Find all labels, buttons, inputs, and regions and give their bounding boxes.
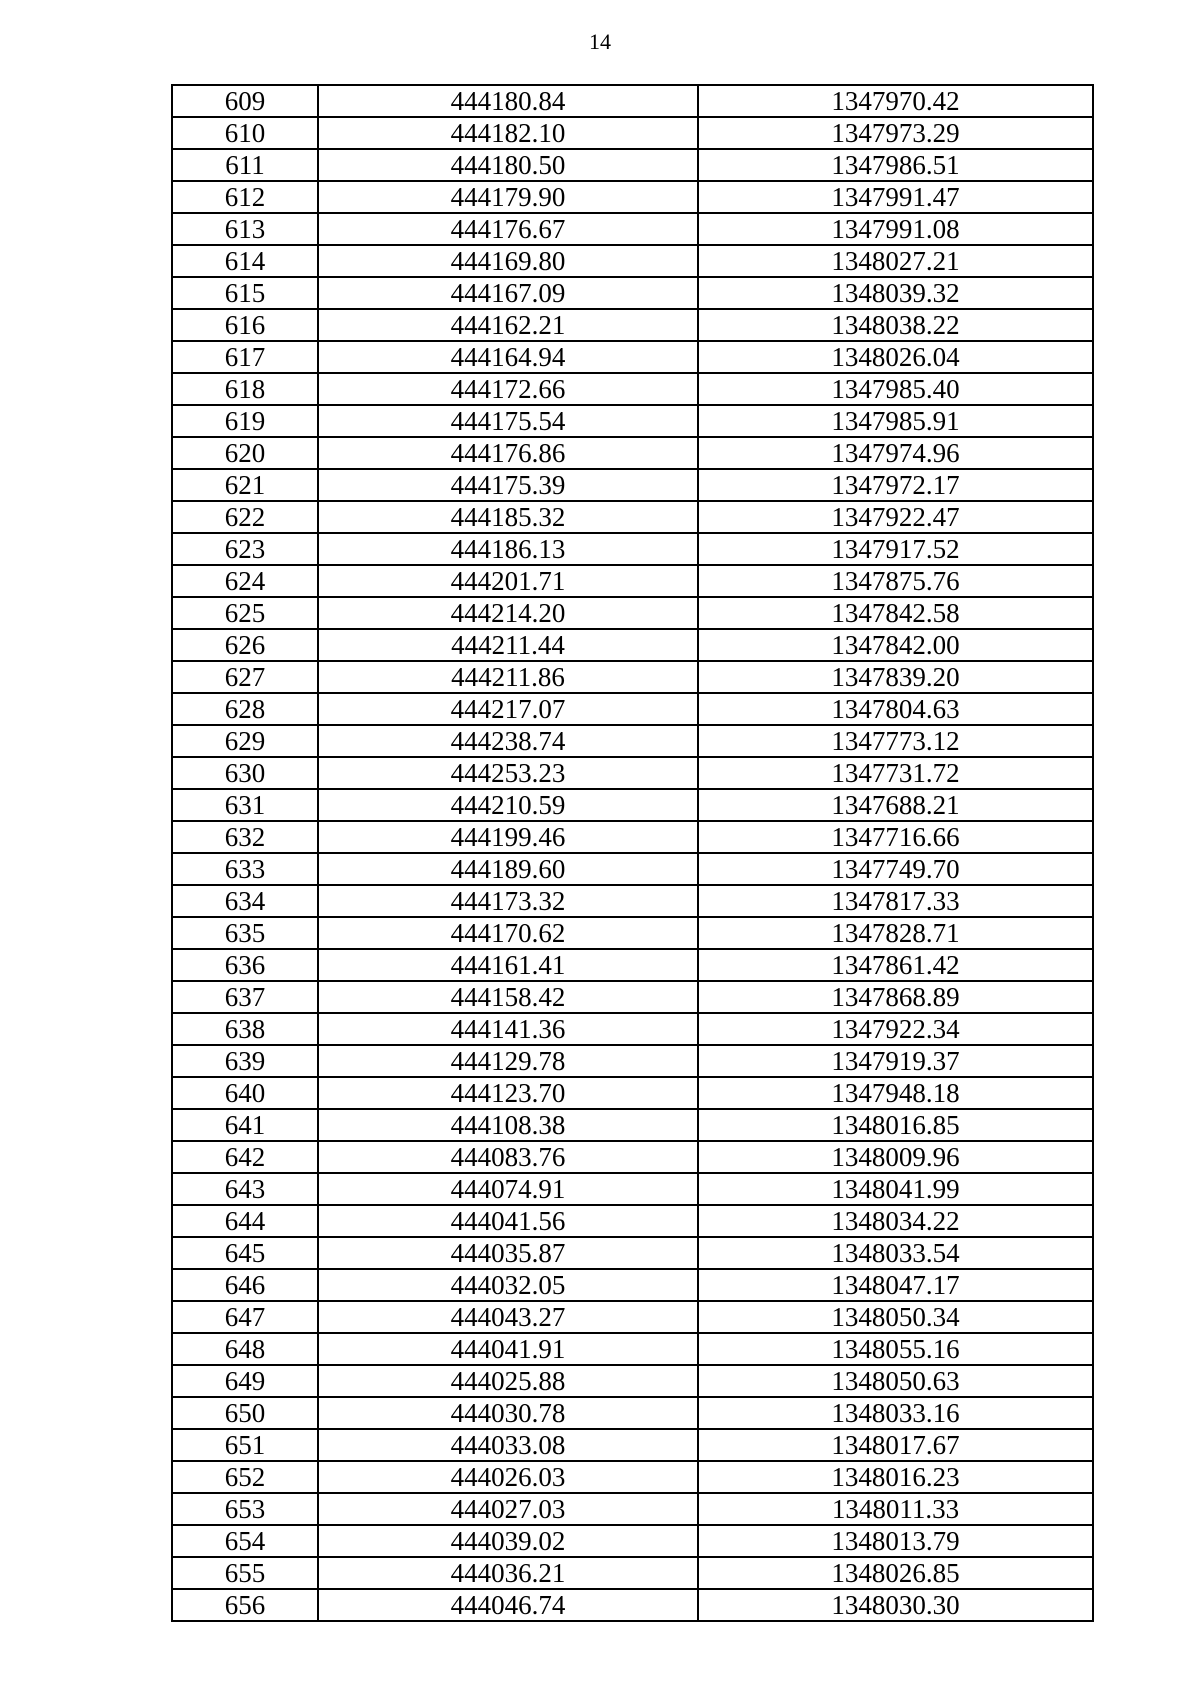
y-coordinate-cell: 1347828.71 (698, 917, 1093, 949)
table-row (172, 1397, 1093, 1429)
table-row (172, 981, 1093, 1013)
x-coordinate-cell: 444041.56 (318, 1205, 698, 1237)
x-coordinate-cell: 444026.03 (318, 1461, 698, 1493)
y-coordinate-cell: 1347804.63 (698, 693, 1093, 725)
x-coordinate-cell: 444238.74 (318, 725, 698, 757)
y-coordinate-cell: 1347991.47 (698, 181, 1093, 213)
table-row (172, 949, 1093, 981)
point-number-cell: 637 (172, 981, 318, 1013)
y-coordinate-cell: 1347868.89 (698, 981, 1093, 1013)
x-coordinate-cell: 444201.71 (318, 565, 698, 597)
point-number-cell: 633 (172, 853, 318, 885)
y-coordinate-cell: 1347861.42 (698, 949, 1093, 981)
point-number-cell: 651 (172, 1429, 318, 1461)
table-row (172, 917, 1093, 949)
y-coordinate-cell: 1347972.17 (698, 469, 1093, 501)
table-row (172, 213, 1093, 245)
point-number-cell: 628 (172, 693, 318, 725)
x-coordinate-cell: 444179.90 (318, 181, 698, 213)
point-number-cell: 631 (172, 789, 318, 821)
x-coordinate-cell: 444176.86 (318, 437, 698, 469)
x-coordinate-cell: 444039.02 (318, 1525, 698, 1557)
y-coordinate-cell: 1347985.91 (698, 405, 1093, 437)
x-coordinate-cell: 444180.84 (318, 85, 698, 117)
point-number-cell: 610 (172, 117, 318, 149)
y-coordinate-cell: 1347973.29 (698, 117, 1093, 149)
table-row (172, 373, 1093, 405)
table-row (172, 597, 1093, 629)
table-row (172, 565, 1093, 597)
point-number-cell: 618 (172, 373, 318, 405)
table-row (172, 1205, 1093, 1237)
point-number-cell: 611 (172, 149, 318, 181)
y-coordinate-cell: 1348033.54 (698, 1237, 1093, 1269)
table-row (172, 1557, 1093, 1589)
x-coordinate-cell: 444176.67 (318, 213, 698, 245)
point-number-cell: 644 (172, 1205, 318, 1237)
y-coordinate-cell: 1347716.66 (698, 821, 1093, 853)
x-coordinate-cell: 444033.08 (318, 1429, 698, 1461)
x-coordinate-cell: 444175.54 (318, 405, 698, 437)
y-coordinate-cell: 1347731.72 (698, 757, 1093, 789)
table-row (172, 629, 1093, 661)
coordinates-table (171, 84, 1094, 1622)
table-row (172, 85, 1093, 117)
y-coordinate-cell: 1347974.96 (698, 437, 1093, 469)
x-coordinate-cell: 444180.50 (318, 149, 698, 181)
y-coordinate-cell: 1347922.47 (698, 501, 1093, 533)
y-coordinate-cell: 1347688.21 (698, 789, 1093, 821)
x-coordinate-cell: 444030.78 (318, 1397, 698, 1429)
point-number-cell: 648 (172, 1333, 318, 1365)
x-coordinate-cell: 444041.91 (318, 1333, 698, 1365)
x-coordinate-cell: 444185.32 (318, 501, 698, 533)
table-row (172, 885, 1093, 917)
table-row (172, 245, 1093, 277)
point-number-cell: 627 (172, 661, 318, 693)
x-coordinate-cell: 444164.94 (318, 341, 698, 373)
x-coordinate-cell: 444211.44 (318, 629, 698, 661)
table-row (172, 1109, 1093, 1141)
y-coordinate-cell: 1348050.34 (698, 1301, 1093, 1333)
x-coordinate-cell: 444217.07 (318, 693, 698, 725)
table-row (172, 1173, 1093, 1205)
table-row (172, 149, 1093, 181)
x-coordinate-cell: 444170.62 (318, 917, 698, 949)
point-number-cell: 625 (172, 597, 318, 629)
table-row (172, 309, 1093, 341)
table-row (172, 1045, 1093, 1077)
y-coordinate-cell: 1347985.40 (698, 373, 1093, 405)
table-row (172, 277, 1093, 309)
x-coordinate-cell: 444141.36 (318, 1013, 698, 1045)
table-row (172, 1365, 1093, 1397)
table-row (172, 1589, 1093, 1621)
table-row (172, 725, 1093, 757)
y-coordinate-cell: 1348050.63 (698, 1365, 1093, 1397)
point-number-cell: 643 (172, 1173, 318, 1205)
x-coordinate-cell: 444186.13 (318, 533, 698, 565)
y-coordinate-cell: 1348026.04 (698, 341, 1093, 373)
y-coordinate-cell: 1348055.16 (698, 1333, 1093, 1365)
y-coordinate-cell: 1348016.85 (698, 1109, 1093, 1141)
x-coordinate-cell: 444214.20 (318, 597, 698, 629)
point-number-cell: 617 (172, 341, 318, 373)
table-row (172, 789, 1093, 821)
y-coordinate-cell: 1347875.76 (698, 565, 1093, 597)
y-coordinate-cell: 1348017.67 (698, 1429, 1093, 1461)
point-number-cell: 649 (172, 1365, 318, 1397)
point-number-cell: 622 (172, 501, 318, 533)
y-coordinate-cell: 1348041.99 (698, 1173, 1093, 1205)
point-number-cell: 614 (172, 245, 318, 277)
point-number-cell: 616 (172, 309, 318, 341)
y-coordinate-cell: 1348013.79 (698, 1525, 1093, 1557)
x-coordinate-cell: 444032.05 (318, 1269, 698, 1301)
point-number-cell: 655 (172, 1557, 318, 1589)
x-coordinate-cell: 444210.59 (318, 789, 698, 821)
y-coordinate-cell: 1347817.33 (698, 885, 1093, 917)
coordinates-table-body (172, 85, 1093, 1621)
point-number-cell: 654 (172, 1525, 318, 1557)
x-coordinate-cell: 444158.42 (318, 981, 698, 1013)
x-coordinate-cell: 444025.88 (318, 1365, 698, 1397)
table-row (172, 757, 1093, 789)
point-number-cell: 624 (172, 565, 318, 597)
y-coordinate-cell: 1347986.51 (698, 149, 1093, 181)
y-coordinate-cell: 1347917.52 (698, 533, 1093, 565)
table-row (172, 821, 1093, 853)
y-coordinate-cell: 1348038.22 (698, 309, 1093, 341)
table-row (172, 469, 1093, 501)
point-number-cell: 635 (172, 917, 318, 949)
x-coordinate-cell: 444083.76 (318, 1141, 698, 1173)
x-coordinate-cell: 444161.41 (318, 949, 698, 981)
x-coordinate-cell: 444123.70 (318, 1077, 698, 1109)
y-coordinate-cell: 1347839.20 (698, 661, 1093, 693)
x-coordinate-cell: 444173.32 (318, 885, 698, 917)
y-coordinate-cell: 1348016.23 (698, 1461, 1093, 1493)
table-row (172, 1461, 1093, 1493)
y-coordinate-cell: 1348047.17 (698, 1269, 1093, 1301)
point-number-cell: 609 (172, 85, 318, 117)
x-coordinate-cell: 444129.78 (318, 1045, 698, 1077)
point-number-cell: 620 (172, 437, 318, 469)
point-number-cell: 653 (172, 1493, 318, 1525)
point-number-cell: 639 (172, 1045, 318, 1077)
x-coordinate-cell: 444035.87 (318, 1237, 698, 1269)
point-number-cell: 621 (172, 469, 318, 501)
point-number-cell: 623 (172, 533, 318, 565)
point-number-cell: 646 (172, 1269, 318, 1301)
table-row (172, 341, 1093, 373)
y-coordinate-cell: 1347991.08 (698, 213, 1093, 245)
y-coordinate-cell: 1347922.34 (698, 1013, 1093, 1045)
point-number-cell: 634 (172, 885, 318, 917)
x-coordinate-cell: 444074.91 (318, 1173, 698, 1205)
x-coordinate-cell: 444253.23 (318, 757, 698, 789)
y-coordinate-cell: 1348027.21 (698, 245, 1093, 277)
point-number-cell: 615 (172, 277, 318, 309)
table-row (172, 1493, 1093, 1525)
y-coordinate-cell: 1348033.16 (698, 1397, 1093, 1429)
y-coordinate-cell: 1348030.30 (698, 1589, 1093, 1621)
table-row (172, 661, 1093, 693)
y-coordinate-cell: 1348026.85 (698, 1557, 1093, 1589)
point-number-cell: 647 (172, 1301, 318, 1333)
x-coordinate-cell: 444189.60 (318, 853, 698, 885)
table-row (172, 181, 1093, 213)
y-coordinate-cell: 1347749.70 (698, 853, 1093, 885)
x-coordinate-cell: 444169.80 (318, 245, 698, 277)
x-coordinate-cell: 444172.66 (318, 373, 698, 405)
x-coordinate-cell: 444175.39 (318, 469, 698, 501)
point-number-cell: 640 (172, 1077, 318, 1109)
table-row (172, 1429, 1093, 1461)
point-number-cell: 629 (172, 725, 318, 757)
table-row (172, 501, 1093, 533)
point-number-cell: 650 (172, 1397, 318, 1429)
table-row (172, 693, 1093, 725)
y-coordinate-cell: 1347842.00 (698, 629, 1093, 661)
point-number-cell: 656 (172, 1589, 318, 1621)
table-row (172, 1269, 1093, 1301)
table-row (172, 1141, 1093, 1173)
point-number-cell: 612 (172, 181, 318, 213)
y-coordinate-cell: 1348009.96 (698, 1141, 1093, 1173)
x-coordinate-cell: 444046.74 (318, 1589, 698, 1621)
point-number-cell: 638 (172, 1013, 318, 1045)
x-coordinate-cell: 444108.38 (318, 1109, 698, 1141)
table-row (172, 1013, 1093, 1045)
y-coordinate-cell: 1347919.37 (698, 1045, 1093, 1077)
point-number-cell: 636 (172, 949, 318, 981)
table-row (172, 533, 1093, 565)
point-number-cell: 630 (172, 757, 318, 789)
point-number-cell: 632 (172, 821, 318, 853)
y-coordinate-cell: 1347970.42 (698, 85, 1093, 117)
table-row (172, 1077, 1093, 1109)
table-row (172, 1525, 1093, 1557)
y-coordinate-cell: 1347948.18 (698, 1077, 1093, 1109)
x-coordinate-cell: 444043.27 (318, 1301, 698, 1333)
table-row (172, 853, 1093, 885)
x-coordinate-cell: 444027.03 (318, 1493, 698, 1525)
x-coordinate-cell: 444182.10 (318, 117, 698, 149)
point-number-cell: 619 (172, 405, 318, 437)
table-row (172, 1333, 1093, 1365)
table-row (172, 437, 1093, 469)
point-number-cell: 642 (172, 1141, 318, 1173)
point-number-cell: 626 (172, 629, 318, 661)
point-number-cell: 645 (172, 1237, 318, 1269)
x-coordinate-cell: 444211.86 (318, 661, 698, 693)
x-coordinate-cell: 444167.09 (318, 277, 698, 309)
x-coordinate-cell: 444162.21 (318, 309, 698, 341)
x-coordinate-cell: 444036.21 (318, 1557, 698, 1589)
y-coordinate-cell: 1348039.32 (698, 277, 1093, 309)
point-number-cell: 613 (172, 213, 318, 245)
point-number-cell: 641 (172, 1109, 318, 1141)
table-row (172, 1301, 1093, 1333)
y-coordinate-cell: 1348011.33 (698, 1493, 1093, 1525)
y-coordinate-cell: 1347773.12 (698, 725, 1093, 757)
page-number: 14 (589, 29, 611, 54)
x-coordinate-cell: 444199.46 (318, 821, 698, 853)
table-row (172, 117, 1093, 149)
y-coordinate-cell: 1347842.58 (698, 597, 1093, 629)
point-number-cell: 652 (172, 1461, 318, 1493)
table-row (172, 405, 1093, 437)
y-coordinate-cell: 1348034.22 (698, 1205, 1093, 1237)
table-row (172, 1237, 1093, 1269)
